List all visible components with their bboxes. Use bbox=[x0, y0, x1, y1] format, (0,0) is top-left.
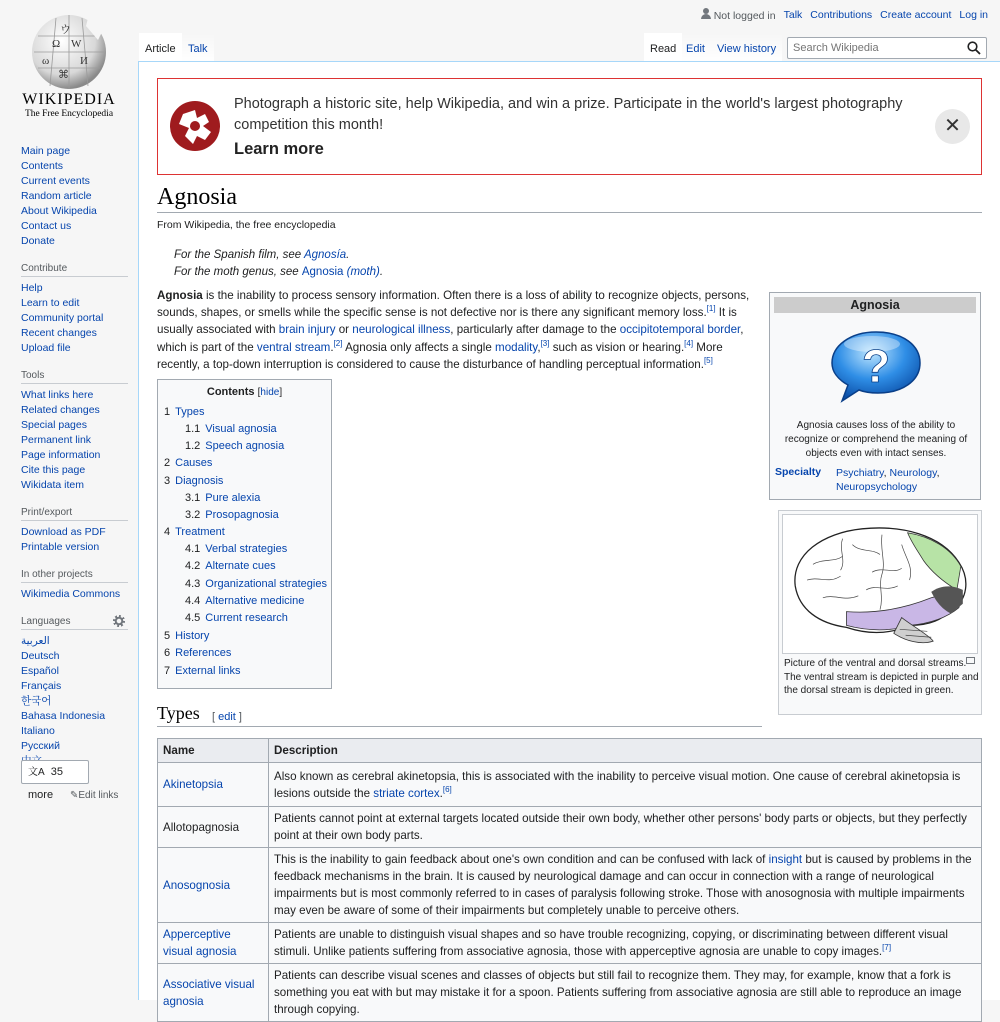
toc-item[interactable] bbox=[185, 543, 287, 555]
toc-item-number: 1.2 bbox=[185, 440, 201, 452]
thumbnail-figure bbox=[778, 510, 982, 715]
edit-links-label: Edit links bbox=[78, 790, 119, 801]
sidebar-item-link[interactable]: Contact us bbox=[21, 220, 72, 232]
lead-text: is the inability to process sensory information. Often there is a loss of ability to recognize objects, persons, sounds, shapes, or smells while the specific sense is not defective nor is there any significant memory loss. bbox=[157, 289, 750, 320]
reference-2[interactable]: [2] bbox=[333, 338, 343, 348]
hatnote-link-text: Agnosia bbox=[301, 266, 344, 278]
link-associative-visual-agnosia[interactable]: Associative visual agnosia bbox=[163, 977, 255, 1008]
table-cell-description bbox=[269, 923, 982, 964]
sidebar-item-link[interactable]: Cite this page bbox=[21, 464, 86, 476]
toc-item-link[interactable]: Verbal strategies bbox=[205, 543, 288, 555]
banner-learn-more[interactable]: Learn more bbox=[234, 140, 324, 158]
language-item-link[interactable]: Bahasa Indonesia bbox=[21, 710, 106, 722]
toc-item-link[interactable]: Causes bbox=[175, 457, 213, 469]
lead-bold-title: Agnosia bbox=[157, 289, 203, 302]
table-row bbox=[158, 848, 982, 923]
toc-item[interactable] bbox=[164, 526, 225, 538]
sidebar-heading-contribute: Contribute bbox=[21, 263, 128, 277]
question-mark-icon[interactable] bbox=[828, 329, 924, 405]
lead-text: , particularly after damage to the bbox=[450, 323, 620, 337]
toc-item-number: 7 bbox=[164, 665, 171, 677]
lead-text: It is usually associated with bbox=[157, 306, 737, 337]
reference-6[interactable]: [6] bbox=[442, 784, 452, 794]
toc-item-link[interactable]: Organizational strategies bbox=[205, 578, 327, 590]
translate-icon: 文A bbox=[28, 767, 45, 778]
hatnote-text: . bbox=[379, 266, 384, 278]
link-apperceptive-visual-agnosia[interactable]: Apperceptive visual agnosia bbox=[163, 928, 237, 958]
talk-link[interactable]: Talk bbox=[783, 9, 803, 21]
reference-7[interactable]: [7] bbox=[882, 943, 892, 953]
svg-text:W: W bbox=[71, 38, 82, 50]
toc-item-number: 3 bbox=[164, 475, 171, 487]
toc-item-number: 4.4 bbox=[185, 595, 201, 607]
table-of-contents bbox=[157, 379, 332, 689]
language-item-link[interactable]: Français bbox=[21, 680, 62, 692]
infobox-specialty-label[interactable]: Specialty bbox=[775, 466, 822, 478]
language-item-link[interactable]: 한국어 bbox=[21, 695, 52, 707]
toc-item-link[interactable]: History bbox=[175, 630, 210, 642]
svg-text:?: ? bbox=[861, 340, 891, 392]
toc-item-link[interactable]: Current research bbox=[205, 612, 288, 624]
column-header-description: Description bbox=[269, 739, 982, 763]
sidebar-item-link[interactable]: Contents bbox=[21, 160, 64, 172]
language-item-العربية[interactable] bbox=[0, 634, 138, 649]
hatnote-link-moth[interactable] bbox=[302, 266, 380, 278]
banner-close-button[interactable] bbox=[935, 109, 970, 144]
svg-text:ω: ω bbox=[42, 55, 50, 67]
infobox-title: Agnosia bbox=[774, 297, 976, 313]
table-cell-name bbox=[158, 763, 269, 807]
link-akinetopsia[interactable]: Akinetopsia bbox=[163, 778, 223, 791]
section-edit-types[interactable]: [ edit ] bbox=[212, 711, 242, 723]
toc-item-number: 3.1 bbox=[185, 492, 201, 504]
language-item-español[interactable] bbox=[0, 664, 138, 679]
infobox-caption: Agnosia causes loss of the ability to recognize or comprehend the meaning of objects even with intact senses. bbox=[784, 420, 968, 459]
toc-item[interactable] bbox=[185, 440, 284, 452]
toc-item-link[interactable]: Diagnosis bbox=[175, 475, 224, 487]
more-languages-button[interactable] bbox=[21, 760, 89, 801]
user-icon bbox=[701, 8, 711, 19]
toc-item[interactable] bbox=[164, 665, 241, 677]
link-insight[interactable]: insight bbox=[768, 853, 803, 866]
sidebar-item-link[interactable]: Printable version bbox=[21, 541, 100, 553]
site-tagline: From Wikipedia, the free encyclopedia bbox=[157, 219, 336, 231]
sidebar-item-wikimedia-commons[interactable] bbox=[0, 587, 138, 602]
reference-3[interactable]: [3] bbox=[540, 338, 550, 348]
more-languages-label: 35 more bbox=[28, 766, 63, 801]
reference-4[interactable]: [4] bbox=[684, 338, 694, 348]
link-neurological-illness[interactable]: neurological illness bbox=[352, 323, 451, 337]
sidebar-print bbox=[0, 525, 138, 555]
toc-item[interactable] bbox=[164, 630, 209, 642]
sidebar-item-donate[interactable] bbox=[0, 234, 138, 249]
section-heading-types: Types bbox=[157, 703, 762, 727]
language-item-link[interactable]: Español bbox=[21, 665, 59, 677]
tab-talk[interactable]: Talk bbox=[182, 33, 214, 62]
table-header-row bbox=[158, 739, 982, 763]
toc-item[interactable] bbox=[185, 595, 304, 607]
sidebar-item-link[interactable]: Main page bbox=[21, 145, 71, 157]
hatnote-film bbox=[174, 249, 349, 261]
tab-article[interactable]: Article bbox=[139, 33, 182, 62]
sidebar-item-link[interactable]: Download as PDF bbox=[21, 526, 106, 538]
wikipedia-tagline: The Free Encyclopedia bbox=[24, 109, 114, 119]
language-item-link[interactable]: Русский bbox=[21, 740, 60, 752]
hatnote-text: For the moth genus, see bbox=[174, 266, 302, 278]
reference-1[interactable]: [1] bbox=[706, 304, 716, 314]
lead-text: or bbox=[335, 323, 353, 337]
sidebar-item-link[interactable]: Related changes bbox=[21, 404, 100, 416]
link-ventral-stream[interactable]: ventral stream bbox=[256, 340, 331, 354]
svg-text:⌘: ⌘ bbox=[58, 69, 69, 81]
page-title: Agnosia bbox=[157, 183, 982, 213]
search-input[interactable] bbox=[787, 37, 987, 59]
sidebar-navigation bbox=[0, 144, 138, 249]
toc-item-link[interactable]: Speech agnosia bbox=[205, 440, 285, 452]
sidebar-item-page-information[interactable] bbox=[0, 448, 138, 463]
language-item-deutsch[interactable] bbox=[0, 649, 138, 664]
language-item-italiano[interactable] bbox=[0, 724, 138, 739]
not-logged-in bbox=[701, 8, 776, 22]
toc-item-link[interactable]: Alternative medicine bbox=[205, 595, 305, 607]
lead-text: More recently, a top-down interruption is considered to cause the disturbance of handling perceptual information. bbox=[157, 340, 723, 371]
infobox bbox=[769, 292, 981, 500]
sidebar-tools bbox=[0, 388, 138, 493]
sidebar-item-link[interactable]: About Wikipedia bbox=[21, 205, 97, 217]
toc-item-link[interactable]: Treatment bbox=[175, 526, 225, 538]
sidebar-item-what-links-here[interactable] bbox=[0, 388, 138, 403]
description-text: This is the inability to gain feedback about one's own condition and can be confused with lack of bbox=[274, 853, 769, 866]
toc-hide-toggle[interactable]: [hide] bbox=[257, 387, 283, 398]
sidebar-item-link[interactable]: Current events bbox=[21, 175, 90, 187]
sidebar-item-link[interactable]: Random article bbox=[21, 190, 92, 202]
sidebar-item-about-wikipedia[interactable] bbox=[0, 204, 138, 219]
table-cell-name: Allotopagnosia bbox=[158, 807, 269, 848]
toc-item[interactable] bbox=[185, 612, 288, 624]
toc-item-link[interactable]: Pure alexia bbox=[205, 492, 261, 504]
close-icon: ✕ bbox=[944, 115, 961, 137]
column-header-name: Name bbox=[158, 739, 269, 763]
wikipedia-logo[interactable] bbox=[0, 0, 138, 130]
link-occipitotemporal-border[interactable]: occipitotemporal border bbox=[619, 323, 741, 337]
link-modality[interactable]: modality bbox=[495, 340, 538, 354]
table-row bbox=[158, 923, 982, 964]
pencil-icon: ✎ bbox=[70, 790, 79, 801]
toc-item-number: 1.1 bbox=[185, 423, 201, 435]
toc-item-link[interactable]: Alternate cues bbox=[205, 560, 276, 572]
toc-item-number: 4.1 bbox=[185, 543, 201, 555]
toc-item[interactable] bbox=[185, 423, 277, 435]
brain-streams-image[interactable] bbox=[782, 514, 978, 654]
sidebar-item-recent-changes[interactable] bbox=[0, 326, 138, 341]
hatnote-moth bbox=[174, 266, 383, 278]
tab-edit[interactable]: Edit bbox=[680, 33, 711, 62]
svg-text:Ω: Ω bbox=[52, 38, 61, 50]
tabs-divider bbox=[138, 61, 1000, 62]
sidebar-item-contact-us[interactable] bbox=[0, 219, 138, 234]
toc-hide-link[interactable]: hide bbox=[260, 387, 280, 398]
sidebar-heading-print: Print/export bbox=[21, 507, 128, 521]
language-item-français[interactable] bbox=[0, 679, 138, 694]
link-neuropsychology[interactable]: Neuropsychology bbox=[836, 481, 918, 493]
toc-item-number: 4.5 bbox=[185, 612, 201, 624]
wiki-loves-monuments-logo bbox=[169, 100, 225, 152]
table-cell-description bbox=[269, 763, 982, 807]
sidebar-item-link[interactable]: Special pages bbox=[21, 419, 87, 431]
sidebar bbox=[0, 140, 138, 769]
edit-links-link[interactable] bbox=[70, 790, 118, 801]
lead-text: , which is part of the bbox=[157, 323, 744, 354]
table-cell-name bbox=[158, 964, 269, 1022]
create-account-link[interactable]: Create account bbox=[880, 9, 952, 21]
toc-item-link[interactable]: Prosopagnosia bbox=[205, 509, 279, 521]
toc-item-number: 2 bbox=[164, 457, 171, 469]
languages-label: Languages bbox=[21, 616, 71, 627]
sidebar-item-special-pages[interactable] bbox=[0, 418, 138, 433]
sidebar-item-link[interactable]: Page information bbox=[21, 449, 101, 461]
description-text: Patients are unable to distinguish visual shapes and so have trouble recognizing, copying, or discriminating between different visual stimuli. Unlike patients suffering from associative agnosia, those with apperceptive agnosia are unable to copy images. bbox=[274, 928, 948, 958]
sidebar-heading-other-projects: In other projects bbox=[21, 569, 128, 583]
toc-item-number: 4.2 bbox=[185, 560, 201, 572]
banner-message: Photograph a historic site, help Wikipedia, and win a prize. Participate in the world's largest photography competition this month! bbox=[234, 96, 903, 133]
sidebar-other-projects bbox=[0, 587, 138, 602]
toc-title bbox=[158, 386, 331, 398]
toc-item[interactable] bbox=[185, 578, 327, 590]
toc-item-link[interactable]: Visual agnosia bbox=[205, 423, 277, 435]
sidebar-item-link[interactable]: Learn to edit bbox=[21, 297, 80, 309]
sidebar-item-link[interactable]: Upload file bbox=[21, 342, 71, 354]
toc-item[interactable] bbox=[185, 560, 276, 572]
sidebar-item-link[interactable]: Wikimedia Commons bbox=[21, 588, 121, 600]
language-item-link[interactable]: العربية bbox=[21, 635, 50, 647]
toc-item-link[interactable]: Types bbox=[175, 406, 205, 418]
sidebar-item-current-events[interactable] bbox=[0, 174, 138, 189]
table-cell-name bbox=[158, 848, 269, 923]
language-item-link[interactable]: Italiano bbox=[21, 725, 55, 737]
tab-read[interactable]: Read bbox=[644, 33, 682, 62]
types-table bbox=[157, 738, 982, 1022]
table-row bbox=[158, 763, 982, 807]
language-item-bahasa-indonesia[interactable] bbox=[0, 709, 138, 724]
thumbnail-caption: Picture of the ventral and dorsal streams. The ventral stream is depicted in purple and the dorsal stream is depicted in green. bbox=[784, 658, 979, 696]
toc-item-number: 1 bbox=[164, 406, 171, 418]
personal-tools bbox=[701, 8, 988, 22]
hatnote-link-film[interactable]: Agnosía bbox=[303, 249, 347, 261]
sidebar-item-cite-this-page[interactable] bbox=[0, 463, 138, 478]
sidebar-heading-tools: Tools bbox=[21, 370, 128, 384]
table-cell-name bbox=[158, 923, 269, 964]
sidebar-item-wikidata-item[interactable] bbox=[0, 478, 138, 493]
hatnote-text: For the Spanish film, see bbox=[174, 249, 304, 261]
description-text: but is caused by problems in the feedback mechanisms in the brain. It is caused by neurological damage and can occur in connection with a range of neurological impairments but is most commonly referred to in cases of paralysis following stroke. Those with anosognosia with multiple impairments may even be aware of some of their impairments but completely unable to perceive others. bbox=[274, 853, 972, 917]
sidebar-item-link[interactable]: Recent changes bbox=[21, 327, 97, 339]
contributions-link[interactable]: Contributions bbox=[810, 9, 873, 21]
sidebar-item-download-as-pdf[interactable] bbox=[0, 525, 138, 540]
toc-item[interactable] bbox=[164, 406, 204, 418]
sidebar-item-link[interactable]: Community portal bbox=[21, 312, 104, 324]
table-row bbox=[158, 964, 982, 1022]
globe-icon bbox=[28, 12, 110, 90]
wikipedia-wordmark: WIKIPEDIA bbox=[22, 91, 116, 108]
section-edit-link[interactable]: edit bbox=[218, 711, 236, 723]
sidebar-item-community-portal[interactable] bbox=[0, 311, 138, 326]
toc-item[interactable] bbox=[164, 475, 223, 487]
description-text: . bbox=[439, 786, 443, 800]
lead-paragraph bbox=[157, 287, 757, 373]
toc-item[interactable] bbox=[164, 647, 231, 659]
sidebar-item-main-page[interactable] bbox=[0, 144, 138, 159]
sidebar-contribute bbox=[0, 281, 138, 356]
toc-item[interactable] bbox=[185, 509, 279, 521]
gear-icon[interactable] bbox=[113, 615, 125, 627]
sidebar-item-upload-file[interactable] bbox=[0, 341, 138, 356]
toc-item-number: 4 bbox=[164, 526, 171, 538]
sidebar-item-link[interactable]: Help bbox=[21, 282, 43, 294]
not-logged-in-label: Not logged in bbox=[713, 10, 776, 22]
lead-text: , bbox=[537, 340, 541, 354]
sidebar-item-link[interactable]: What links here bbox=[21, 389, 94, 401]
sidebar-item-random-article[interactable] bbox=[0, 189, 138, 204]
table-cell-description: Patients can describe visual scenes and classes of objects but still fail to recognize them. They may, for example, know that a fork is something you eat with but may mistake it for a spoon. Patients suffering from associative agnosia are still able to reproduce an image through copying. bbox=[269, 964, 982, 1022]
toc-item-number: 6 bbox=[164, 647, 171, 659]
language-item-한국어[interactable] bbox=[0, 694, 138, 709]
sidebar-item-related-changes[interactable] bbox=[0, 403, 138, 418]
sidebar-item-printable-version[interactable] bbox=[0, 540, 138, 555]
toc-item[interactable] bbox=[164, 457, 212, 469]
reference-5[interactable]: [5] bbox=[703, 355, 713, 365]
hatnote-link-italic: (moth) bbox=[343, 266, 380, 278]
link-neurology[interactable]: Neurology bbox=[889, 467, 937, 479]
toc-item-number: 5 bbox=[164, 630, 171, 642]
toc-item-number: 4.3 bbox=[185, 578, 201, 590]
link-striate-cortex[interactable]: striate cortex bbox=[373, 786, 440, 800]
table-cell-description: Patients cannot point at external targets located outside their own body, whether other persons' body parts or objects, but they perfectly point at their own body parts. bbox=[269, 807, 982, 848]
toc-title-label: Contents bbox=[206, 386, 255, 398]
lead-text: such as vision or hearing. bbox=[549, 340, 685, 354]
sidebar-languages bbox=[0, 634, 138, 769]
sidebar-item-link[interactable]: Permanent link bbox=[21, 434, 92, 446]
svg-text:ウ: ウ bbox=[60, 24, 71, 36]
search-icon[interactable] bbox=[967, 41, 981, 55]
sidebar-item-link[interactable]: Donate bbox=[21, 235, 55, 247]
link-psychiatry[interactable]: Psychiatry bbox=[836, 467, 884, 479]
table-cell-description bbox=[269, 848, 982, 923]
sidebar-item-learn-to-edit[interactable] bbox=[0, 296, 138, 311]
toc-item-link[interactable]: External links bbox=[175, 665, 241, 677]
sidebar-item-permanent-link[interactable] bbox=[0, 433, 138, 448]
language-item-русский[interactable] bbox=[0, 739, 138, 754]
description-text: Also known as cerebral akinetopsia, this is associated with the inability to perceive visual motion. One cause of cerebral akinetopsia is lesions outside the bbox=[274, 769, 961, 800]
toc-item-number: 3.2 bbox=[185, 509, 201, 521]
table-row bbox=[158, 807, 982, 848]
campaign-banner bbox=[157, 78, 982, 175]
hatnote-text: . bbox=[346, 249, 350, 261]
login-link[interactable]: Log in bbox=[959, 9, 988, 21]
infobox-specialty-value: Psychiatry, Neurology, Neuropsychology bbox=[836, 467, 940, 493]
toc-item-link[interactable]: References bbox=[175, 647, 232, 659]
toc-item[interactable] bbox=[185, 492, 260, 504]
link-brain-injury[interactable]: brain injury bbox=[278, 323, 336, 337]
sidebar-item-help[interactable] bbox=[0, 281, 138, 296]
tab-view-history[interactable]: View history bbox=[711, 33, 782, 62]
link-anosognosia[interactable]: Anosognosia bbox=[163, 878, 231, 892]
sidebar-item-contents[interactable] bbox=[0, 159, 138, 174]
svg-text:И: И bbox=[80, 55, 88, 67]
lead-text: . bbox=[330, 340, 334, 354]
sidebar-heading-languages bbox=[21, 616, 128, 630]
lead-text: Agnosia only affects a single bbox=[342, 340, 496, 354]
language-item-link[interactable]: Deutsch bbox=[21, 650, 60, 662]
sidebar-item-link[interactable]: Wikidata item bbox=[21, 479, 85, 491]
